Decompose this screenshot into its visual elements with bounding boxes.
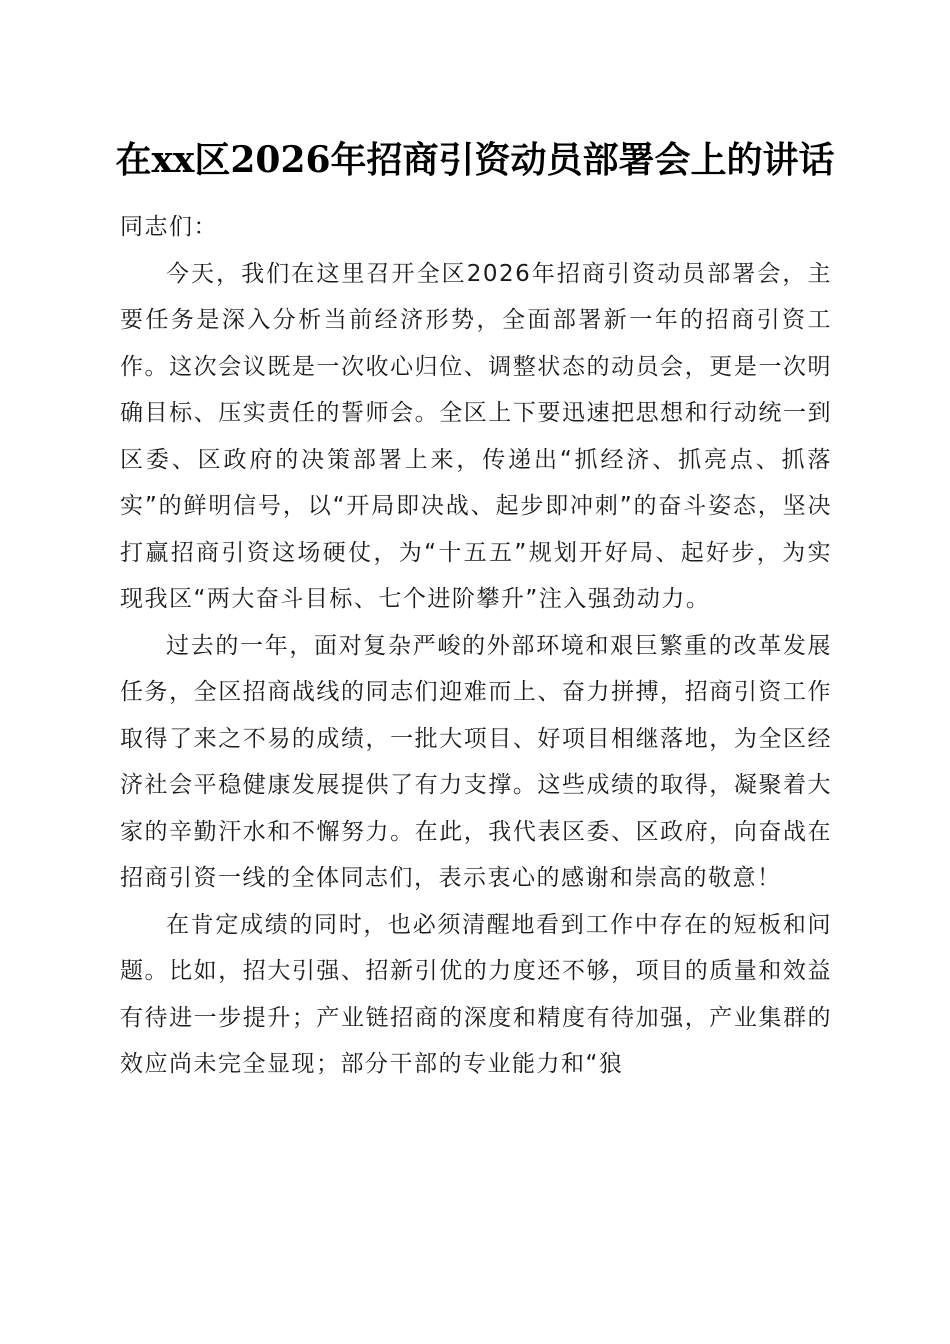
salutation: 同志们：: [120, 214, 218, 240]
paragraph-achievements: 过去的一年，面对复杂严峻的外部环境和艰巨繁重的改革发展任务，全区招商战线的同志们迎难而上、奋力拼搏，招商引资工作取得了来之不易的成绩，一批大项目、好项目相继落地，为全区经济社会平稳健康发展提供了有力支撑。这些成绩的取得，凝聚着大家的辛勤汗水和不懈努力。在此，我代表区委、区政府，向奋战在招商引资一线的全体同志们，表示衷心的感谢和崇高的敬意！: [120, 632, 832, 891]
document-title: 在xx区2026年招商引资动员部署会上的讲话: [115, 139, 835, 181]
document-body: [120, 204, 832, 1088]
paragraph-problems: 在肯定成绩的同时，也必须清醒地看到工作中存在的短板和问题。比如，招大引强、招新引优的力度还不够，项目的质量和效益有待进一步提升；产业链招商的深度和精度有待加强，产业集群的效应尚未完全显现；部分干部的专业能力和“狼: [120, 911, 832, 1077]
paragraph-opening: 今天，我们在这里召开全区2026年招商引资动员部署会，主要任务是深入分析当前经济形势，全面部署新一年的招商引资工作。这次会议既是一次收心归位、调整状态的动员会，更是一次明确目标、压实责任的誓师会。全区上下要迅速把思想和行动统一到区委、区政府的决策部署上来，传递出“抓经济、抓亮点、抓落实”的鲜明信号，以“开局即决战、起步即冲刺”的奋斗姿态，坚决打赢招商引资这场硬仗，为“十五五”规划开好局、起好步，为实现我区“两大奋斗目标、七个进阶攀升”注入强劲动力。: [120, 260, 832, 612]
